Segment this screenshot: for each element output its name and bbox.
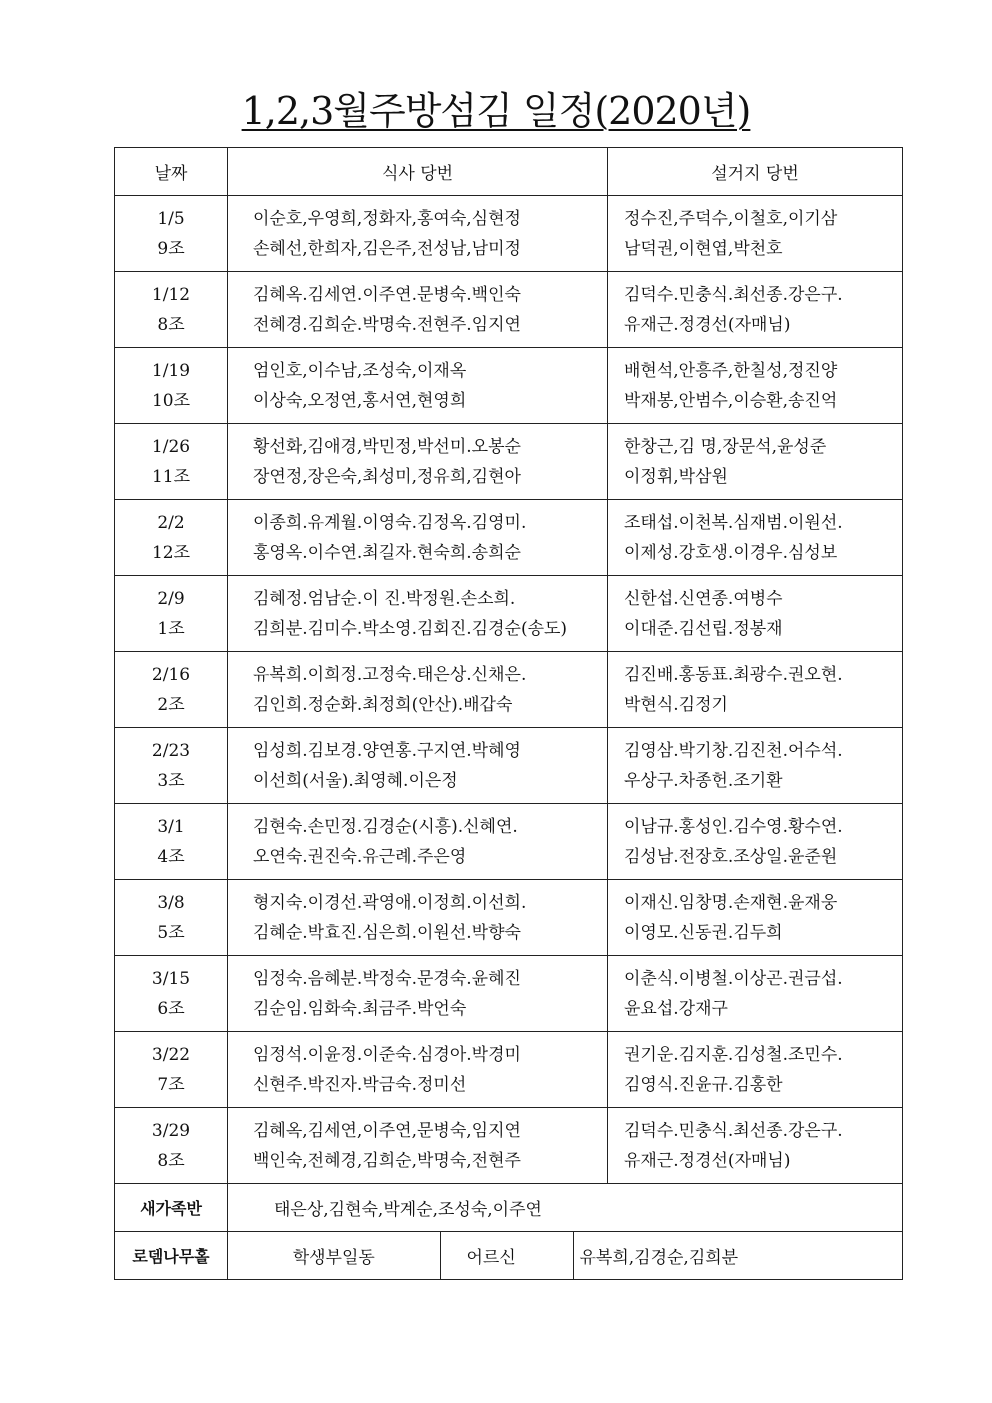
schedule-row [115,500,903,576]
rotem-students: 학생부일동 [292,1248,375,1268]
dish-names: 이정휘,박삼원 [624,466,728,487]
dish-names: 유재근.정경선(자매님) [624,1150,791,1171]
dish-names: 남덕권,이현엽,박천호 [624,238,783,259]
dish-cell [608,804,903,880]
dish-names: 이영모.신동권.김두희 [624,922,783,943]
date-text: 2/23 [151,740,191,761]
meal-names: 이상숙,오정연,홍서연,현영희 [253,390,467,411]
date-cell [115,1032,228,1108]
meal-names: 임성희.김보경.양연홍.구지연.박혜영 [253,740,521,761]
dish-cell [608,424,903,500]
date-cell [115,728,228,804]
date-cell [115,500,228,576]
meal-names: 오연숙.권진숙.유근례.주은영 [253,846,467,867]
meal-cell [228,728,608,804]
meal-names: 장연정,장은숙,최성미,정유희,김현아 [253,466,521,487]
schedule-row [115,804,903,880]
rotem-inner-table [228,1232,902,1279]
group-text: 1조 [157,618,185,639]
meal-names: 백인숙,전혜경,김희순,박명숙,전현주 [253,1150,521,1171]
dish-cell [608,880,903,956]
dish-names: 신한섭.신연종.여병수 [624,588,783,609]
date-text: 3/22 [151,1044,191,1065]
dish-names: 이남규.홍성인.김수영.황수연. [624,816,843,837]
dish-names: 김덕수.민충식.최선종.강은구. [624,1120,843,1141]
meal-names: 김희분.김미수.박소영.김회진.김경순(송도) [253,618,568,639]
meal-cell [228,348,608,424]
dish-cell [608,272,903,348]
schedule-row [115,880,903,956]
date-cell [115,424,228,500]
date-cell [115,956,228,1032]
group-text: 4조 [157,846,185,867]
meal-names: 유복희.이희정.고정숙.태은상.신채은. [253,664,527,685]
meal-cell [228,804,608,880]
dish-cell [608,956,903,1032]
date-text: 3/29 [151,1120,191,1141]
dish-names: 박재봉,안범수,이승환,송진억 [624,390,838,411]
group-text: 6조 [157,998,185,1019]
group-text: 3조 [157,770,185,791]
meal-cell [228,424,608,500]
meal-names: 전혜경.김희순.박명숙.전현주.임지연 [253,314,521,335]
schedule-row [115,424,903,500]
header-date: 날짜 [115,148,228,196]
title-text: 1,2,3월주방섬김 일정(2020년) [241,89,751,133]
meal-names: 김현숙.손민정.김경순(시흥).신혜연. [253,816,518,837]
schedule-row [115,1108,903,1184]
document-title [0,86,992,136]
date-cell [115,576,228,652]
dish-cell [608,652,903,728]
header-row [115,148,903,196]
meal-names: 김혜옥,김세연,이주연,문병숙,임지연 [253,1120,521,1141]
schedule-row [115,196,903,272]
meal-names: 임정석.이윤정.이준숙.심경아.박경미 [253,1044,521,1065]
group-text: 5조 [157,922,185,943]
dish-cell [608,1032,903,1108]
meal-names: 이선희(서울).최영혜.이은정 [253,770,458,791]
meal-names: 신현주.박진자.박금숙.정미선 [253,1074,467,1095]
dish-cell [608,348,903,424]
date-cell [115,652,228,728]
date-text: 1/26 [151,436,191,457]
footer-body [115,1184,903,1280]
rotem-elders-label: 어르신 [440,1232,573,1279]
dish-names: 이춘식.이병철.이상곤.권금섭. [624,968,843,989]
group-text: 12조 [151,542,191,563]
schedule-row [115,348,903,424]
meal-names: 김혜정.엄남순.이 진.박정원.손소희. [253,588,516,609]
dish-names: 우상구.차종헌.조기환 [624,770,783,791]
schedule-row [115,1032,903,1108]
rotem-label: 로뎀나무홀 [115,1232,228,1280]
date-text: 1/19 [151,360,191,381]
newfamily-value: 태은상,김현숙,박계순,조성숙,이주연 [228,1184,903,1232]
schedule-row [115,576,903,652]
dish-cell [608,1108,903,1184]
date-cell [115,348,228,424]
newfamily-label: 새가족반 [115,1184,228,1232]
rotem-elders-names: 유복희,김경순,김희분 [573,1232,902,1279]
dish-cell [608,196,903,272]
dish-names: 김덕수.민충식.최선종.강은구. [624,284,843,305]
date-text: 1/12 [151,284,191,305]
dish-names: 배현석,안흥주,한칠성,정진양 [624,360,838,381]
meal-cell [228,196,608,272]
rotem-row [115,1232,903,1280]
meal-names: 홍영옥.이수연.최길자.현숙희.송희순 [253,542,521,563]
newfamily-row [115,1184,903,1232]
meal-cell [228,500,608,576]
date-text: 2/16 [151,664,191,685]
dish-names: 유재근.정경선(자매님) [624,314,791,335]
dish-names: 이재신.임창명.손재현.윤재웅 [624,892,838,913]
header-dish: 설거지 당번 [608,148,903,196]
date-text: 1/5 [157,208,185,229]
schedule-row [115,728,903,804]
meal-cell [228,652,608,728]
dish-names: 권기운.김지훈.김성철.조민수. [624,1044,843,1065]
group-text: 11조 [151,466,191,487]
date-text: 2/9 [157,588,185,609]
dish-cell [608,728,903,804]
group-text: 8조 [157,314,185,335]
meal-names: 황선화,김애경,박민정,박선미.오봉순 [253,436,521,457]
meal-names: 임정숙.음혜분.박정숙.문경숙.윤혜진 [253,968,521,989]
header-meal: 식사 당번 [228,148,608,196]
date-cell [115,1108,228,1184]
meal-cell [228,1108,608,1184]
meal-names: 김인희.정순화.최정희(안산).배갑숙 [253,694,513,715]
meal-cell [228,880,608,956]
meal-names: 손혜선,한희자,김은주,전성남,남미정 [253,238,521,259]
schedule-row [115,956,903,1032]
date-text: 3/1 [157,816,185,837]
meal-cell [228,272,608,348]
meal-names: 김혜옥.김세연.이주연.문병숙.백인숙 [253,284,521,305]
meal-cell [228,956,608,1032]
dish-names: 김영식.진윤규.김홍한 [624,1074,783,1095]
meal-cell [228,1032,608,1108]
date-cell [115,272,228,348]
meal-names: 김혜순.박효진.심은희.이원선.박향숙 [253,922,521,943]
group-text: 8조 [157,1150,185,1171]
group-text: 10조 [151,390,191,411]
dish-cell [608,500,903,576]
date-cell [115,804,228,880]
date-cell [115,880,228,956]
meal-names: 김순임.임화숙.최금주.박언숙 [253,998,467,1019]
group-text: 9조 [157,238,185,259]
group-text: 7조 [157,1074,185,1095]
meal-names: 엄인호,이수남,조성숙,이재옥 [253,360,467,381]
meal-names: 이종희.유계월.이영숙.김정옥.김영미. [253,512,527,533]
date-text: 2/2 [157,512,185,533]
dish-names: 윤요섭.강재구 [624,998,728,1019]
dish-names: 박현식.김정기 [624,694,728,715]
dish-names: 김영삼.박기창.김진천.어수석. [624,740,843,761]
schedule-table [114,147,903,1280]
date-text: 3/8 [157,892,185,913]
meal-cell [228,576,608,652]
schedule-row [115,272,903,348]
group-text: 2조 [157,694,185,715]
dish-names: 정수진,주덕수,이철호,이기삼 [624,208,838,229]
meal-names: 이순호,우영희,정화자,홍여숙,심현정 [253,208,521,229]
dish-names: 이제성.강호생.이경우.심성보 [624,542,838,563]
rotem-cells [228,1232,903,1280]
schedule-body [115,148,903,1184]
dish-names: 조태섭.이천복.심재범.이원선. [624,512,843,533]
dish-names: 한창근,김 명,장문석,윤성준 [624,436,827,457]
dish-names: 김성남.전장호.조상일.윤준원 [624,846,838,867]
date-text: 3/15 [151,968,191,989]
meal-names: 형지숙.이경선.곽영애.이정희.이선희. [253,892,527,913]
schedule-row [115,652,903,728]
date-cell [115,196,228,272]
dish-names: 이대준.김선립.정봉재 [624,618,783,639]
dish-names: 김진배.홍동표.최광수.권오현. [624,664,843,685]
dish-cell [608,576,903,652]
